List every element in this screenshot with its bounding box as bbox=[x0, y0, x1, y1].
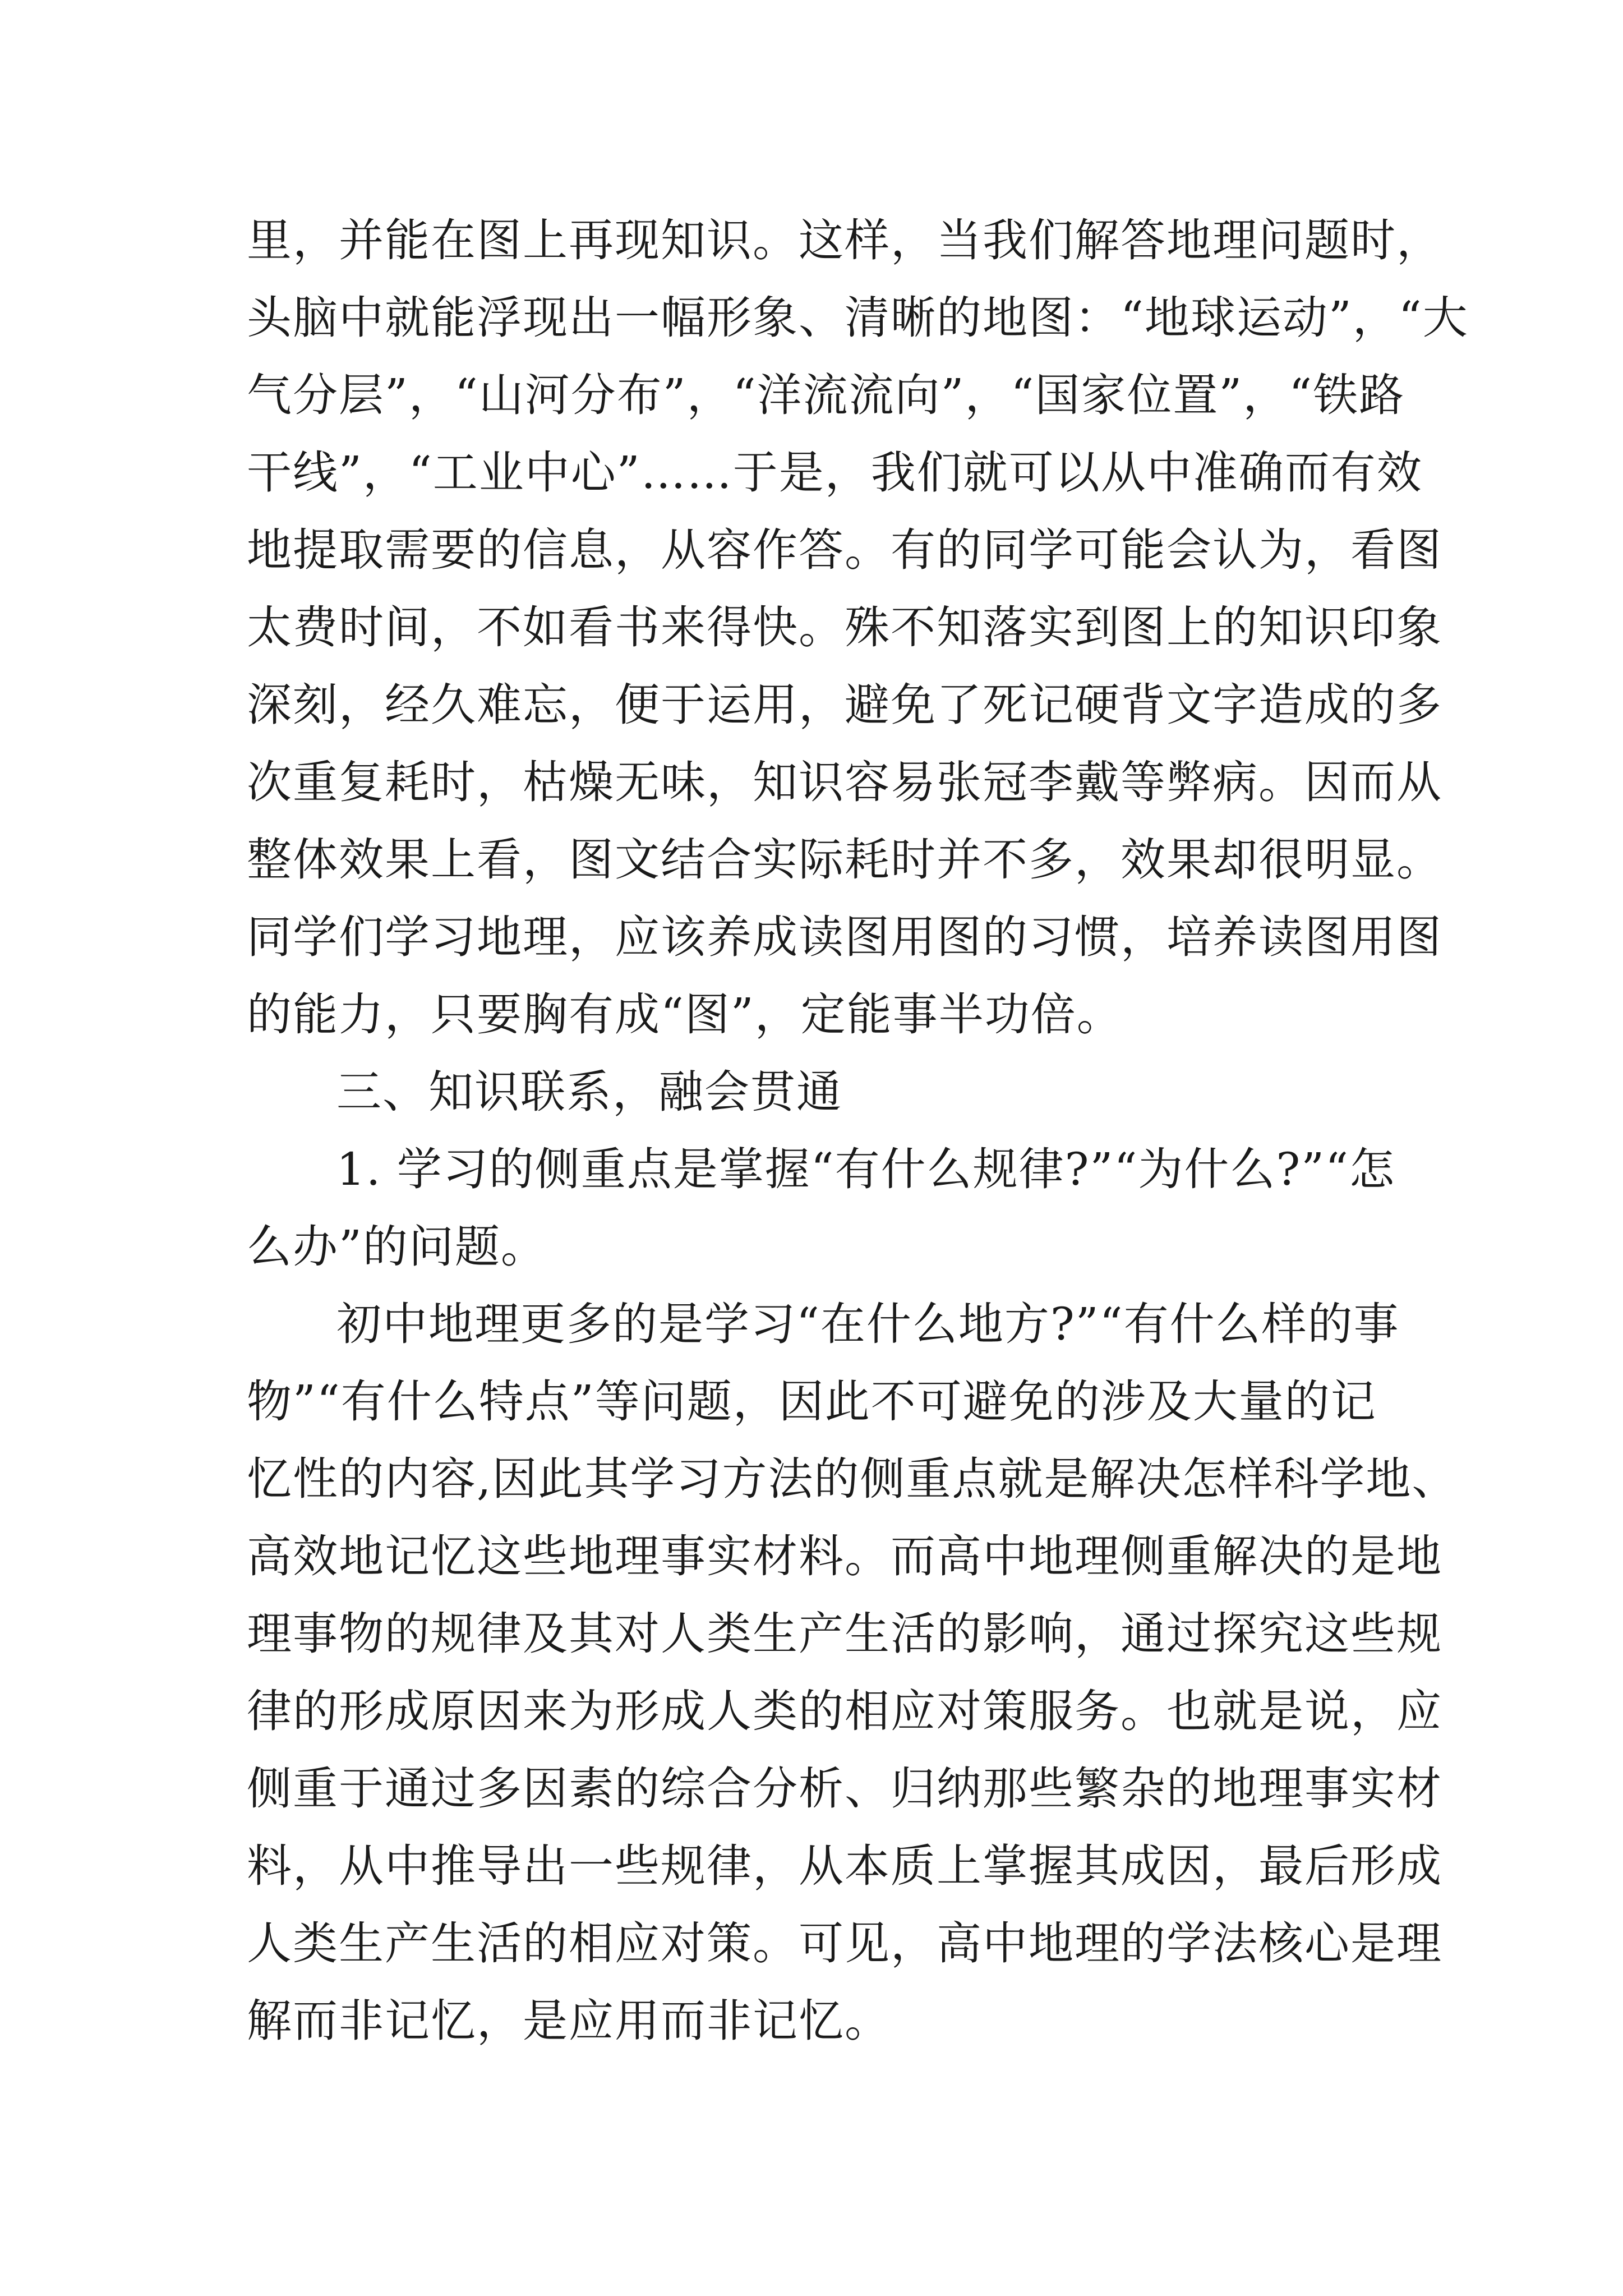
text-line: 次重复耗时，枯燥无味，知识容易张冠李戴等弊病。因而从 bbox=[247, 756, 1442, 808]
text-line: 侧重于通过多因素的综合分析、归纳那些繁杂的地理事实材 bbox=[247, 1763, 1442, 1815]
subsection-heading-continued: 么办”的问题。 bbox=[247, 1221, 547, 1273]
text-line: 物”“有什么特点”等问题，因此不可避免的涉及大量的记 bbox=[247, 1375, 1377, 1428]
paragraph-start: 初中地理更多的是学习“在什么地方?”“有什么样的事 bbox=[336, 1298, 1400, 1350]
text-line: 里，并能在图上再现知识。这样，当我们解答地理问题时， bbox=[247, 214, 1442, 266]
text-line: 气分层”，“山河分布”，“洋流流向”，“国家位置”，“铁路 bbox=[247, 369, 1405, 421]
text-line: 地提取需要的信息，从容作答。有的同学可能会认为，看图 bbox=[247, 524, 1442, 576]
text-line: 理事物的规律及其对人类生产生活的影响，通过探究这些规 bbox=[247, 1608, 1442, 1660]
subsection-heading: 1. 学习的侧重点是掌握“有什么规律?”“为什么?”“怎 bbox=[336, 1143, 1396, 1195]
section-heading: 三、知识联系，融会贯通 bbox=[336, 1066, 842, 1118]
body-text bbox=[247, 202, 1469, 2060]
text-line: 头脑中就能浮现出一幅形象、清晰的地图：“地球运动”，“大 bbox=[247, 292, 1469, 344]
text-line: 整体效果上看，图文结合实际耗时并不多，效果却很明显。 bbox=[247, 834, 1442, 886]
text-line: 同学们学习地理，应该养成读图用图的习惯，培养读图用图 bbox=[247, 911, 1442, 963]
text-line: 律的形成原因来为形成人类的相应对策服务。也就是说，应 bbox=[247, 1685, 1442, 1737]
text-line: 解而非记忆，是应用而非记忆。 bbox=[247, 1995, 891, 2047]
text-line: 料，从中推导出一些规律，从本质上掌握其成因，最后形成 bbox=[247, 1840, 1442, 1892]
text-line: 忆性的内容,因此其学习方法的侧重点就是解决怎样科学地、 bbox=[247, 1453, 1458, 1505]
text-line: 太费时间，不如看书来得快。殊不知落实到图上的知识印象 bbox=[247, 601, 1442, 654]
text-line: 干线”，“工业中心”……于是，我们就可以从中准确而有效 bbox=[247, 447, 1423, 499]
text-line: 高效地记忆这些地理事实材料。而高中地理侧重解决的是地 bbox=[247, 1530, 1442, 1582]
text-line: 的能力，只要胸有成“图”，定能事半功倍。 bbox=[247, 988, 1123, 1041]
text-line: 人类生产生活的相应对策。可见，高中地理的学法核心是理 bbox=[247, 1917, 1442, 1970]
text-line: 深刻，经久难忘，便于运用，避免了死记硬背文字造成的多 bbox=[247, 679, 1442, 731]
